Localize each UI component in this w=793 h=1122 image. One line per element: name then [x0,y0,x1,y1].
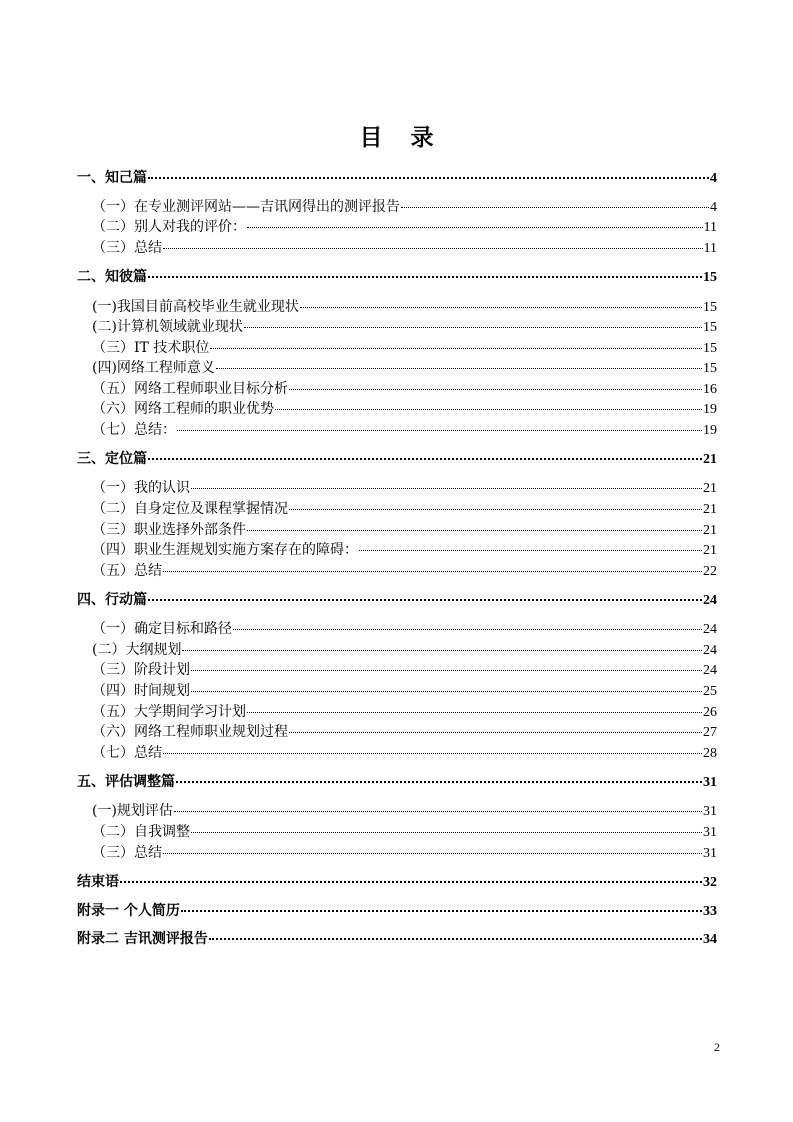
toc-entry-label: （二）自身定位及课程掌握情况 [92,501,288,517]
toc-entry-label: (二)计算机领域就业现状 [92,319,243,335]
toc-dot-leader [275,409,702,410]
toc-entry-page: 31 [703,825,717,840]
toc-entry-label: （六）网络工程师的职业优势 [92,401,274,417]
toc-section-entry[interactable] [92,701,717,723]
toc-section-entry[interactable] [92,398,717,420]
toc-entry-label: 附录二 吉讯测评报告 [77,931,208,947]
toc-entry-label: （七）总结 [92,745,162,761]
toc-entry-label: （二）别人对我的评价： [92,219,246,235]
toc-section-entry[interactable] [92,821,717,843]
toc-section-entry[interactable] [92,742,717,764]
toc-entry-page: 19 [703,423,717,438]
toc-entry-page: 31 [703,846,717,861]
toc-dot-leader [191,691,702,692]
toc-entry-label: （六）网络工程师职业规划过程 [92,724,288,740]
toc-entry-page: 15 [703,300,717,315]
toc-section-entry[interactable] [92,560,717,582]
toc-entry-page: 15 [703,270,717,285]
toc-entry-label: （七）总结： [92,422,176,438]
toc-dot-leader [182,650,702,651]
toc-dot-leader [289,509,702,510]
toc-dot-leader [247,712,702,713]
toc-dot-leader [247,227,703,228]
toc-dot-leader [191,832,702,833]
toc-dot-leader [148,177,709,179]
toc-dot-leader [289,389,702,390]
toc-dot-leader [148,599,702,601]
toc-entry-page: 15 [703,320,717,335]
toc-entry-label: （三）总结 [92,845,162,861]
toc-dot-leader [289,732,702,733]
toc-entry-label: 四、行动篇 [77,592,147,608]
toc-entry-label: （五）大学期间学习计划 [92,704,246,720]
toc-chapter-entry[interactable] [77,771,717,793]
toc-entry-page: 28 [703,746,717,761]
toc-entry-page: 19 [703,402,717,417]
toc-section-entry[interactable] [92,477,717,499]
toc-chapter-entry[interactable] [77,928,717,950]
toc-dot-leader [300,307,702,308]
toc-entry-page: 25 [703,684,717,699]
toc-section-entry[interactable] [92,216,717,238]
toc-entry-label: （三）阶段计划 [92,662,190,678]
toc-entry-label: （一）我的认识 [92,480,190,496]
toc-entry-label: （三）总结 [92,240,162,256]
toc-entry-label: 五、评估调整篇 [77,774,175,790]
toc-entry-label: 二、知彼篇 [77,269,147,285]
toc-dot-leader [176,781,702,783]
toc-dot-leader [148,276,702,278]
toc-entry-page: 16 [703,382,717,397]
toc-entry-label: 附录一 个人简历 [77,903,180,919]
toc-entry-page: 21 [703,502,717,517]
toc-section-entry[interactable] [92,721,717,743]
toc-dot-leader [247,530,702,531]
toc-section-entry[interactable] [92,539,717,561]
toc-entry-page: 11 [703,241,717,256]
toc-entry-label: (一)规划评估 [92,803,173,819]
toc-section-entry[interactable] [92,842,717,864]
toc-entry-page: 24 [703,622,717,637]
toc-dot-leader [120,881,702,883]
toc-entry-label: （五）总结 [92,563,162,579]
toc-section-entry[interactable] [92,419,717,441]
toc-chapter-entry[interactable] [77,900,717,922]
toc-dot-leader [163,571,702,572]
toc-entry-page: 15 [703,361,717,376]
toc-section-entry[interactable] [92,680,717,702]
toc-chapter-entry[interactable] [77,589,717,611]
toc-section-entry[interactable] [92,196,717,218]
toc-dot-leader [359,550,702,551]
toc-entry-label: （三）IT 技术职位 [92,340,210,356]
toc-entry-label: （二）自我调整 [92,824,190,840]
toc-entry-label: （四）时间规划 [92,683,190,699]
toc-section-entry[interactable] [92,639,717,661]
toc-entry-page: 21 [703,523,717,538]
toc-dot-leader [163,248,703,249]
toc-dot-leader [216,368,702,369]
toc-entry-label: （三）职业选择外部条件 [92,522,246,538]
toc-chapter-entry[interactable] [77,167,717,189]
toc-entry-page: 31 [703,775,717,790]
toc-dot-leader [233,629,702,630]
toc-section-entry[interactable] [92,498,717,520]
toc-entry-page: 22 [703,564,717,579]
toc-entry-page: 24 [703,593,717,608]
toc-section-entry[interactable] [92,316,717,338]
toc-dot-leader [181,910,702,912]
toc-dot-leader [209,938,702,940]
toc-section-entry[interactable] [92,357,717,379]
toc-entry-page: 4 [710,200,717,215]
toc-dot-leader [163,753,702,754]
toc-dot-leader [401,207,709,208]
toc-section-entry[interactable] [92,800,717,822]
toc-entry-page: 31 [703,804,717,819]
toc-entry-page: 15 [703,341,717,356]
page-title: 目 录 [359,124,444,151]
toc-section-entry[interactable] [92,337,717,359]
toc-section-entry[interactable] [92,618,717,640]
toc-entry-label: （一）在专业测评网站——吉讯网得出的测评报告 [92,199,400,215]
toc-entry-page: 26 [703,705,717,720]
toc-entry-label: （四）职业生涯规划实施方案存在的障碍： [92,542,358,558]
toc-dot-leader [191,488,702,489]
page-number: 2 [714,1040,720,1054]
toc-entry-label: (一)我国目前高校毕业生就业现状 [92,299,299,315]
toc-entry-label: (二）大纲规划 [92,642,182,658]
toc-entry-page: 24 [703,643,717,658]
toc-section-entry[interactable] [92,378,717,400]
toc-entry-page: 11 [703,220,717,235]
toc-chapter-entry[interactable] [77,266,717,288]
toc-section-entry[interactable] [92,296,717,318]
toc-entry-page: 4 [710,171,717,186]
toc-dot-leader [210,348,702,349]
toc-dot-leader [177,430,702,431]
toc-entry-label: （一）确定目标和路径 [92,621,232,637]
toc-entry-label: 结束语 [77,874,119,890]
toc-entry-page: 33 [703,904,717,919]
toc-dot-leader [191,670,702,671]
toc-dot-leader [163,853,702,854]
toc-entry-label: （五）网络工程师职业目标分析 [92,381,288,397]
toc-entry-page: 27 [703,725,717,740]
toc-section-entry[interactable] [92,519,717,541]
toc-entry-page: 21 [703,481,717,496]
toc-dot-leader [244,327,702,328]
toc-chapter-entry[interactable] [77,448,717,470]
toc-entry-page: 24 [703,663,717,678]
toc-entry-page: 34 [703,932,717,947]
toc-entry-page: 21 [703,452,717,467]
toc-section-entry[interactable] [92,237,717,259]
toc-entry-label: 一、知己篇 [77,170,147,186]
toc-section-entry[interactable] [92,659,717,681]
toc-entry-page: 21 [703,543,717,558]
toc-entry-page: 32 [703,875,717,890]
toc-dot-leader [174,811,702,812]
toc-dot-leader [148,458,702,460]
toc-chapter-entry[interactable] [77,871,717,893]
toc-entry-label: 三、定位篇 [77,451,147,467]
toc-entry-label: (四)网络工程师意义 [92,360,215,376]
